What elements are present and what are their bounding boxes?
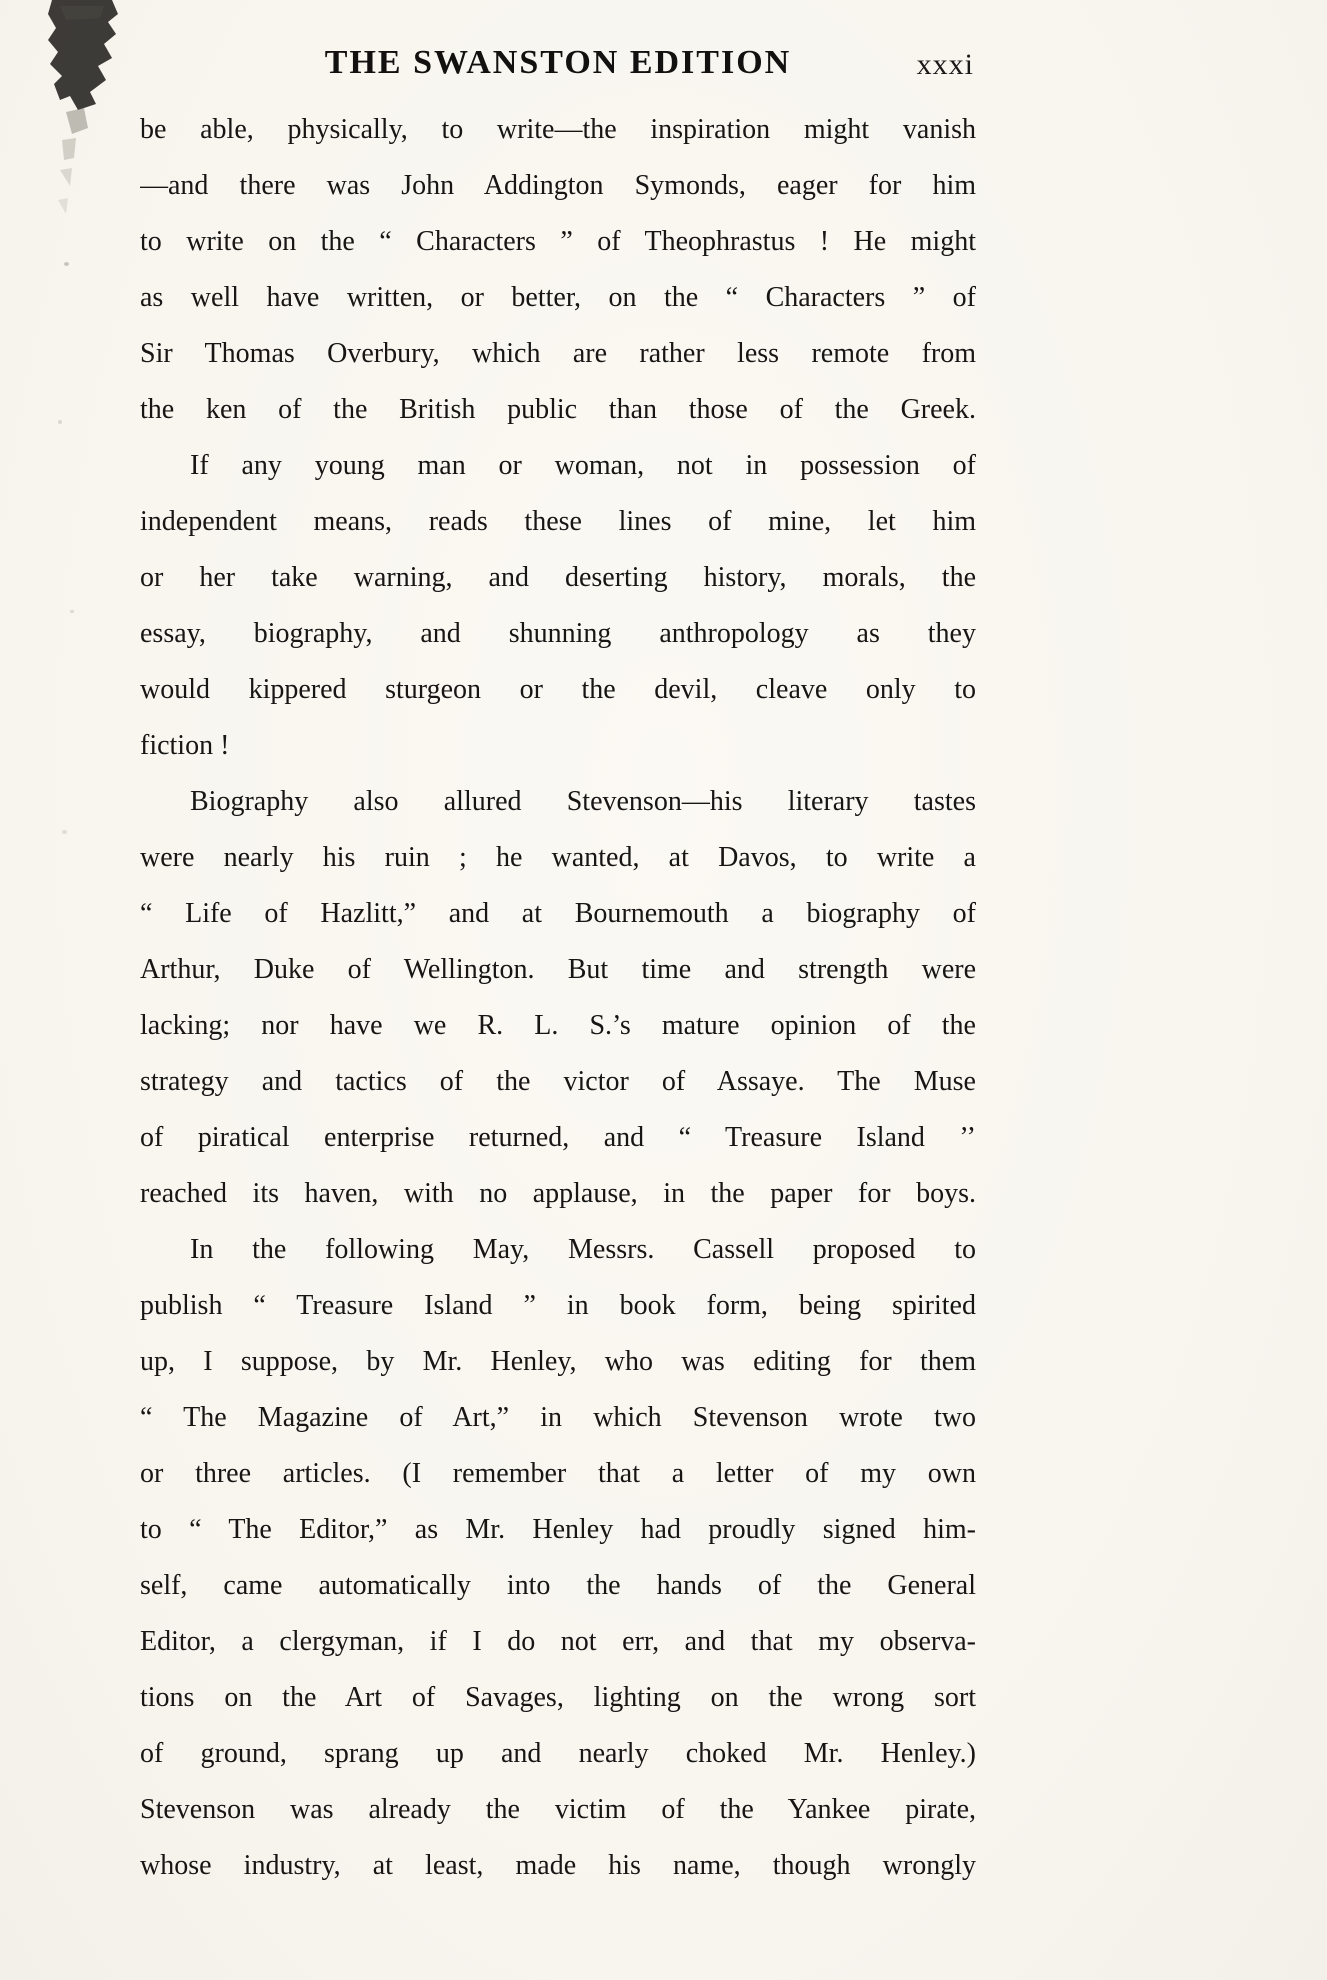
text-line: essay, biography, and shunning anthropology as they <box>140 618 976 649</box>
text-line: Sir Thomas Overbury, which are rather less remote from <box>140 338 976 369</box>
text-line: independent means, reads these lines of mine, let him <box>140 506 976 537</box>
text-line: Biography also allured Stevenson—his literary tastes <box>190 786 976 817</box>
text-line: or her take warning, and deserting history, morals, the <box>140 562 976 593</box>
running-head <box>140 44 976 92</box>
text-line: whose industry, at least, made his name, though wrongly <box>140 1850 976 1881</box>
text-line: or three articles. (I remember that a letter of my own <box>140 1458 976 1489</box>
text-line: to “ The Editor,” as Mr. Henley had proudly signed him- <box>140 1514 976 1545</box>
text-line: In the following May, Messrs. Cassell proposed to <box>190 1234 976 1265</box>
text-line: —and there was John Addington Symonds, eager for him <box>140 170 976 201</box>
text-line: as well have written, or better, on the “ Characters ” of <box>140 282 976 313</box>
text-line: the ken of the British public than those of the Greek. <box>140 394 976 425</box>
text-line: Arthur, Duke of Wellington. But time and strength were <box>140 954 976 985</box>
text-line: would kippered sturgeon or the devil, cleave only to <box>140 674 976 705</box>
text-line: self, came automatically into the hands of the General <box>140 1570 976 1601</box>
scan-speck <box>70 610 74 613</box>
text-line: Stevenson was already the victim of the Yankee pirate, <box>140 1794 976 1825</box>
text-line: If any young man or woman, not in possession of <box>190 450 976 481</box>
text-line: publish “ Treasure Island ” in book form, being spirited <box>140 1290 976 1321</box>
scan-speck <box>64 262 69 266</box>
text-line: of piratical enterprise returned, and “ Treasure Island ’’ <box>140 1122 976 1153</box>
text-line: of ground, sprang up and nearly choked Mr. Henley.) <box>140 1738 976 1769</box>
text-line: fiction ! <box>140 730 230 761</box>
scan-speck <box>62 830 67 834</box>
text-line: up, I suppose, by Mr. Henley, who was editing for them <box>140 1346 976 1377</box>
text-line: were nearly his ruin ; he wanted, at Davos, to write a <box>140 842 976 873</box>
text-line: Editor, a clergyman, if I do not err, and that my observa- <box>140 1626 976 1657</box>
text-line: strategy and tactics of the victor of Assaye. The Muse <box>140 1066 976 1097</box>
text-line: “ Life of Hazlitt,” and at Bournemouth a biography of <box>140 898 976 929</box>
scan-speck <box>58 420 62 424</box>
text-line: lacking; nor have we R. L. S.’s mature opinion of the <box>140 1010 976 1041</box>
text-line: reached its haven, with no applause, in the paper for boys. <box>140 1178 976 1209</box>
text-line: tions on the Art of Savages, lighting on the wrong sort <box>140 1682 976 1713</box>
text-block <box>140 102 976 1894</box>
page-title: THE SWANSTON EDITION <box>324 44 792 81</box>
text-line: be able, physically, to write—the inspiration might vanish <box>140 114 976 145</box>
text-line: to write on the “ Characters ” of Theophrastus ! He might <box>140 226 976 257</box>
page-number: xxxi <box>916 48 974 81</box>
text-line: “ The Magazine of Art,” in which Stevenson wrote two <box>140 1402 976 1433</box>
